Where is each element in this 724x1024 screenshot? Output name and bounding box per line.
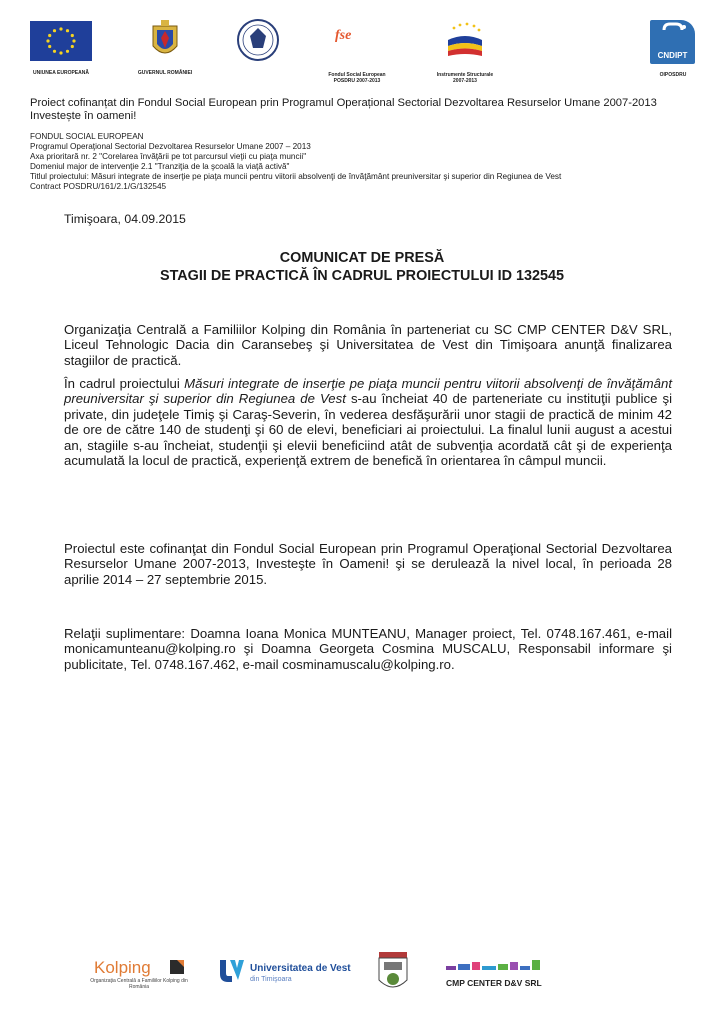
kolping-subtitle: Organizaţia Centrală a Familiilor Kolping din România xyxy=(90,978,188,990)
paragraph-project-details xyxy=(64,376,672,468)
is-caption-line1: Instrumente Structurale xyxy=(436,72,494,78)
meta-line: Titlul proiectului: Măsuri integrate de inserţie pe piaţa muncii pentru viitorii absolvenţi de învăţământ preuniversitar şi superior din Regiunea de Vest xyxy=(30,172,562,181)
cndipt-caption: OIPOSDRU xyxy=(659,72,687,78)
project-title-italic: Măsuri integrate de inserţie pe piaţa muncii pentru viitorii absolvenţi de învăţământ preuniversitar şi superior din Regiunea de Vest xyxy=(64,376,672,407)
meta-line: Domeniul major de intervenţie 2.1 "Tranziţia de la şcoală la viaţă activă" xyxy=(30,162,290,171)
structural-instruments-logo xyxy=(440,18,490,64)
paragraph-project-suffix: s-au încheiat 40 de parteneriate cu instituţii publice şi private, din judeţele Timiş şi Caraş-Severin, în vederea desfăşurării unor stagii de practică de minim 42 de ore de către 140 de studenţi şi 60 de elevi, beneficiari ai proiectului. La finalul lunii august a acestui an, stagiile s-au încheiat, studenţii şi elevii beneficiind atât de subvenţia acordată cât şi de experienţa acumulată la locul de practică, experienţă extrem de benefică în orientarea în câmpul muncii. xyxy=(64,391,672,469)
cndipt-logo-text: CNDIPT xyxy=(657,51,688,60)
paragraph-contacts: Relaţii suplimentare: Doamna Ioana Monica MUNTEANU, Manager proiect, Tel. 0748.167.461, e-mail monicamunteanu@kolping.ro şi Doamna Georgeta Cosmina MUSCALU, Responsabil informare şi publicitate, Tel. 0748.167.462, e-mail cosminamuscalu@kolping.ro. xyxy=(64,626,672,672)
meta-line: FONDUL SOCIAL EUROPEAN xyxy=(30,132,144,141)
government-seal-logo xyxy=(236,18,280,62)
structural-instruments-caption xyxy=(425,72,505,84)
eu-caption: UNIUNEA EUROPEANĂ xyxy=(33,70,89,76)
meta-line: Axa prioritară nr. 2 "Corelarea învăţării pe tot parcursul vieţii cu piaţa muncii" xyxy=(30,152,307,161)
cmp-center-logo-icon xyxy=(446,960,542,976)
fse-logo-text: fse xyxy=(335,28,352,43)
press-release-title: COMUNICAT DE PRESĂ xyxy=(279,250,445,266)
fse-caption-line1: Fondul Social European xyxy=(328,72,386,78)
city-date: Timişoara, 04.09.2015 xyxy=(64,212,186,226)
cndipt-logo xyxy=(650,20,695,64)
press-release-subtitle: STAGII DE PRACTICĂ ÎN CADRUL PROIECTULUI ID 132545 xyxy=(159,268,565,284)
is-caption-line2: 2007-2013 xyxy=(453,78,477,84)
kolping-logo-text: Kolping xyxy=(94,958,151,977)
government-caption: GUVERNUL ROMÂNIEI xyxy=(137,70,193,76)
project-meta-block xyxy=(30,132,590,192)
paragraph-cofinancing: Proiectul este cofinanţat din Fondul Social European prin Programul Operaţional Sectorial Dezvoltarea Resurselor Umane 2007-2013, Investeşte în Oameni! şi se derulează la nivel local, în perioada 28 aprilie 2014 – 27 septembrie 2015. xyxy=(64,541,672,587)
cmp-center-name: CMP CENTER D&V SRL xyxy=(446,978,542,988)
uvt-name: Universitatea de Vest xyxy=(250,963,351,974)
uvt-logo-icon xyxy=(218,956,246,984)
uvt-subtitle: din Timişoara xyxy=(250,976,292,983)
meta-line: Contract POSDRU/161/2.1/G/132545 xyxy=(30,182,167,191)
meta-line: Programul Operaţional Sectorial Dezvoltarea Resurselor Umane 2007 – 2013 xyxy=(30,142,311,151)
eu-flag-logo xyxy=(30,21,92,61)
fse-caption xyxy=(318,72,396,84)
fse-caption-line2: POSDRU 2007-2013 xyxy=(333,78,381,84)
romanian-crest-logo xyxy=(149,18,181,62)
paragraph-project-prefix: În cadrul proiectului xyxy=(64,376,185,391)
paragraph-announcement: Organizaţia Centrală a Familiilor Kolping din România în parteneriat cu SC CMP CENTER D&V SRL, Liceul Tehnologic Dacia din Caransebeş şi Universitatea de Vest din Timişoara anunţă finalizarea stagiilor de practică. xyxy=(64,322,672,368)
dacia-school-crest xyxy=(376,950,410,996)
fse-logo xyxy=(335,28,379,52)
project-cofinancing-line: Proiect cofinanțat din Fondul Social European prin Programul Operațional Sectorial Dezvoltarea Resurselor Umane 2007-2013 Investește în oameni! xyxy=(30,97,657,122)
kolping-k-icon xyxy=(170,960,184,974)
